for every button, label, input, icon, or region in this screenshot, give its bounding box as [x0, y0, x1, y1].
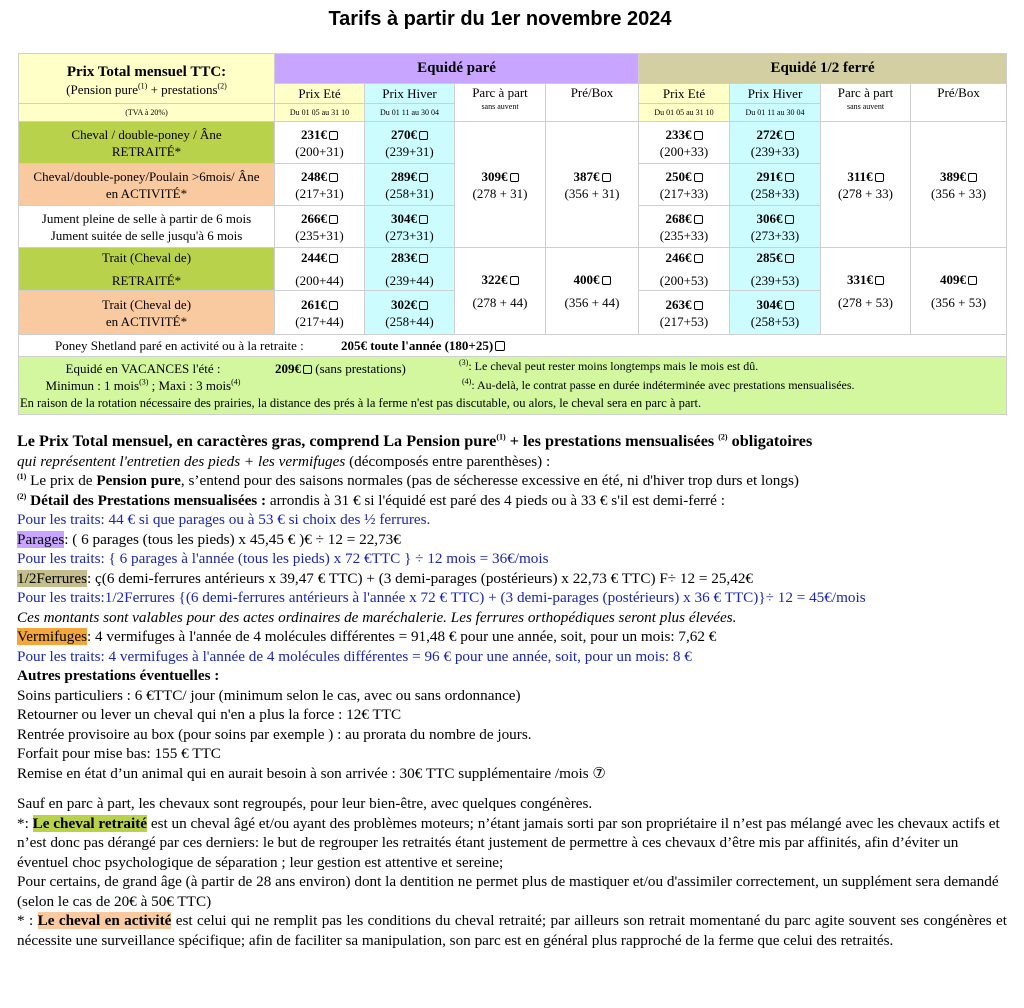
traits-note-4: Pour les traits: 4 vermifuges à l'année de 4 molécules différentes = 96 € pour une année, soit, pour un mois: 8 € — [17, 647, 692, 665]
shetland-label: Poney Shetland paré en activité ou à la retraite : — [55, 338, 304, 353]
group-header-ferre: Equidé 1/2 ferré — [639, 54, 1007, 84]
price-cell: 400€ (356 + 44) — [546, 248, 639, 335]
price-cell: 306€ (273+33) — [730, 206, 821, 248]
price-cell: 289€ (258+31) — [365, 164, 455, 206]
row-label: Trait (Cheval de) RETRAITÉ* — [19, 248, 275, 291]
header-label-cell — [19, 54, 275, 104]
checkbox-icon[interactable] — [694, 254, 703, 263]
autres-item: Soins particuliers : 6 €TTC/ jour (minimum selon le cas, avec ou sans ordonnance) — [17, 686, 521, 704]
vacances-note-4: $^{(4)}$: Au-delà, le contrat passe en durée indéterminée avec prestations mensualisées. — [462, 377, 855, 392]
checkbox-icon[interactable] — [785, 254, 794, 263]
checkbox-icon[interactable] — [694, 215, 703, 224]
activite-definition: * : Le cheval en activité est celui qui ne remplit pas les conditions du cheval retraité; par ailleurs son retrait momentané du parc agite souvent ses congénères et nécessite une surveillance spécifique; afin de faciliter sa manipulation, son parc est en général plus rapproché de la ferme que celui des retraités. — [17, 912, 1007, 949]
checkbox-icon[interactable] — [329, 215, 338, 224]
price-cell: 233€ (200+33) — [639, 122, 730, 164]
price-cell: 291€ (258+33) — [730, 164, 821, 206]
col-hiver-ferre: Prix Hiver — [730, 84, 821, 104]
date-hiver-ferre: Du 01 11 au 30 04 — [730, 104, 821, 122]
checkbox-icon[interactable] — [785, 131, 794, 140]
note-2: $^{(2)}$ Détail des Prestations mensualisées : arrondis à 31 € si l'équidé est paré des 4 pieds ou à 33 € s'il est demi-ferré : — [17, 491, 725, 509]
tva-label: (TVA à 20%) — [19, 104, 275, 122]
checkbox-icon[interactable] — [303, 365, 312, 374]
checkbox-icon[interactable] — [694, 301, 703, 310]
col-prebox-pare: Pré/Box — [546, 84, 639, 122]
row-label: Jument pleine de selle à partir de 6 mois Jument suitée de selle jusqu'à 6 mois — [19, 206, 275, 248]
price-cell: 272€ (239+33) — [730, 122, 821, 164]
shetland-row — [19, 335, 1007, 357]
row-label: Cheval/double-poney/Poulain >6mois/ Âne en ACTIVITÉ* — [19, 164, 275, 206]
checkbox-icon[interactable] — [785, 173, 794, 182]
note-1: $^{(1)}$ Le prix de Pension pure, s’entend pour des saisons normales (pas de sécheresse excessive en été, ni d'hiver trop durs et longs) — [17, 471, 799, 489]
price-cell: 250€ (217+33) — [639, 164, 730, 206]
ferrures-line: 1/2Ferrures: ç(6 demi-ferrures antérieurs x 39,47 € TTC) + (3 demi-parages (postérieurs) x 22,73 € TTC) F÷ 12 = 25,42€ — [17, 569, 754, 587]
price-cell: 268€ (235+33) — [639, 206, 730, 248]
vacances-note-3: $^{(3)}$: Le cheval peut rester moins longtemps mais le mois est dû. — [459, 358, 759, 373]
price-cell: 283€ (239+44) — [365, 248, 455, 291]
main-label: Prix Total mensuel TTC: — [66, 63, 227, 80]
price-cell: 304€ (258+53) — [730, 291, 821, 335]
checkbox-icon[interactable] — [510, 276, 519, 285]
checkbox-icon[interactable] — [419, 131, 428, 140]
date-ete-ferre: Du 01 05 au 31 10 — [639, 104, 730, 122]
price-cell: 387€ (356 + 31) — [546, 122, 639, 248]
rotation-note: En raison de la rotation nécessaire des prairies, la distance des prés à la ferme n'est pas discutable, ou alors, le cheval sera en parc à part. — [20, 396, 702, 410]
traits-note-3: Pour les traits:1/2Ferrures {(6 demi-ferrures antérieurs à l'année x 72 € TTC) + (3 demi-parages (postérieurs) x 36 € TTC)}÷ 12 = 45€/mois — [17, 589, 866, 606]
price-cell: 285€ (239+53) — [730, 248, 821, 291]
checkbox-icon[interactable] — [329, 301, 338, 310]
sub-label: (Pension pure$^{(1)}$ + prestations$^{(2)}$ — [66, 81, 227, 97]
checkbox-icon[interactable] — [329, 254, 338, 263]
autres-title: Autres prestations éventuelles : — [17, 667, 220, 684]
vacances-label: Equidé en VACANCES l'été : — [65, 361, 221, 376]
checkbox-icon[interactable] — [510, 173, 519, 182]
table-row — [19, 248, 1007, 291]
checkbox-icon[interactable] — [329, 131, 338, 140]
price-cell: 266€ (235+31) — [275, 206, 365, 248]
col-parc-pare: Parc à part sans auvent — [455, 84, 546, 122]
checkbox-icon[interactable] — [419, 215, 428, 224]
checkbox-icon[interactable] — [329, 173, 338, 182]
checkbox-icon[interactable] — [419, 254, 428, 263]
checkbox-icon[interactable] — [419, 301, 428, 310]
vacances-cell — [19, 357, 1007, 415]
col-parc-ferre: Parc à part sans auvent — [821, 84, 911, 122]
price-cell: 409€ (356 + 53) — [911, 248, 1007, 335]
vacances-price: 209€ — [275, 361, 301, 376]
checkbox-icon[interactable] — [875, 173, 884, 182]
price-cell: 389€ (356 + 33) — [911, 122, 1007, 248]
autres-item: Remise en état d’un animal qui en aurait besoin à son arrivée : 30€ TTC supplémentaire /mois ⑦ — [17, 764, 607, 782]
notes-heading: Le Prix Total mensuel, en caractères gras, comprend La Pension pure$^{(1)}$ + les prestations mensualisées $^{(2)}$ obligatoires — [17, 432, 813, 450]
price-cell: 248€ (217+31) — [275, 164, 365, 206]
autres-item: Rentrée provisoire au box (pour soins par exemple ) : au prorata du nombre de jours. — [17, 725, 532, 743]
checkbox-icon[interactable] — [694, 131, 703, 140]
ortho-note: Ces montants sont valables pour des actes ordinaires de maréchalerie. Les ferrures orthopédiques seront plus élevées. — [17, 608, 737, 626]
price-cell: 309€ (278 + 31) — [455, 122, 546, 248]
checkbox-icon[interactable] — [968, 276, 977, 285]
checkbox-icon[interactable] — [694, 173, 703, 182]
checkbox-icon[interactable] — [419, 173, 428, 182]
checkbox-icon[interactable] — [785, 301, 794, 310]
notes-section — [17, 432, 1017, 950]
tarifs-table — [18, 53, 1007, 415]
autres-item: Forfait pour mise bas: 155 € TTC — [17, 745, 221, 762]
row-label: Trait (Cheval de) en ACTIVITÉ* — [19, 291, 275, 335]
date-ete-pare: Du 01 05 au 31 10 — [275, 104, 365, 122]
price-cell: 244€ (200+44) — [275, 248, 365, 291]
vacances-price-note: (sans prestations) — [315, 361, 406, 376]
traits-note-1: Pour les traits: 44 € si que parages ou à 53 € si choix des ½ ferrures. — [17, 511, 431, 528]
grand-age-note: Pour certains, de grand âge (à partir de 28 ans environ) dont la dentition ne permet plus de mastiquer et/ou d'assimiler correctement, un supplément sera demandé (selon le cas de 20€ à 50€ TTC) — [17, 873, 999, 910]
price-cell: 270€ (239+31) — [365, 122, 455, 164]
shetland-price: 205€ toute l'année (180+25) — [340, 338, 494, 353]
vacances-row — [19, 357, 1007, 415]
price-cell: 302€ (258+44) — [365, 291, 455, 335]
checkbox-icon[interactable] — [875, 276, 884, 285]
notes-heading-line2: qui représentent l'entretien des pieds + les vermifuges (décomposés entre parenthèses) : — [17, 452, 551, 470]
price-cell: 311€ (278 + 33) — [821, 122, 911, 248]
group-header-pare: Equidé paré — [275, 54, 639, 84]
page-title: Tarifs à partir du 1er novembre 2024 — [328, 8, 672, 30]
row-label: Cheval / double-poney / Âne RETRAITÉ* — [19, 122, 275, 164]
checkbox-icon[interactable] — [968, 173, 977, 182]
col-ete-pare: Prix Eté — [275, 84, 365, 104]
traits-note-2: Pour les traits: { 6 parages à l'année (tous les pieds) x 72 €TTC } ÷ 12 mois = 36€/mois — [17, 550, 549, 567]
parages-line: Parages: ( 6 parages (tous les pieds) x 45,45 € )€ ÷ 12 = 22,73€ — [17, 530, 401, 548]
date-hiver-pare: Du 01 11 au 30 04 — [365, 104, 455, 122]
checkbox-icon[interactable] — [495, 341, 505, 351]
regroupes-note: Sauf en parc à part, les chevaux sont regroupés, pour leur bien-être, avec quelques congénères. — [17, 795, 593, 812]
col-hiver-pare: Prix Hiver — [365, 84, 455, 104]
vermifuges-line: Vermifuges: 4 vermifuges à l'année de 4 molécules différentes = 91,48 € pour une année, soit, pour un mois: 7,62 € — [17, 628, 717, 645]
col-prebox-ferre: Pré/Box — [911, 84, 1007, 122]
checkbox-icon[interactable] — [602, 173, 611, 182]
vacances-minmax: Minimun : 1 mois$^{(3)}$ ; Maxi : 3 mois$^{(4)}$ — [45, 377, 241, 393]
price-cell: 331€ (278 + 53) — [821, 248, 911, 335]
retraite-definition: *: Le cheval retraité est un cheval âgé et/ou ayant des problèmes moteurs; n’étant jamais sorti par son propriétaire il n’est pas mélangé avec les chevaux actifs et n’est donc pas dérangé par ces derniers: le but de regrouper les retraités étant justement de permettre à ces chevaux d’être mis par affinités, afin d’éviter un éventuel choc psychologique de séparation ; leur gestion est attentive et sereine; — [17, 814, 1000, 871]
price-cell: 246€ (200+53) — [639, 248, 730, 291]
price-cell: 231€ (200+31) — [275, 122, 365, 164]
price-cell: 263€ (217+53) — [639, 291, 730, 335]
price-cell: 322€ (278 + 44) — [455, 248, 546, 335]
checkbox-icon[interactable] — [602, 276, 611, 285]
col-ete-ferre: Prix Eté — [639, 84, 730, 104]
price-cell: 261€ (217+44) — [275, 291, 365, 335]
shetland-cell — [19, 335, 1007, 357]
table-row — [19, 122, 1007, 164]
price-cell: 304€ (273+31) — [365, 206, 455, 248]
checkbox-icon[interactable] — [785, 215, 794, 224]
autres-item: Retourner ou lever un cheval qui n'en a plus la force : 12€ TTC — [17, 706, 402, 723]
